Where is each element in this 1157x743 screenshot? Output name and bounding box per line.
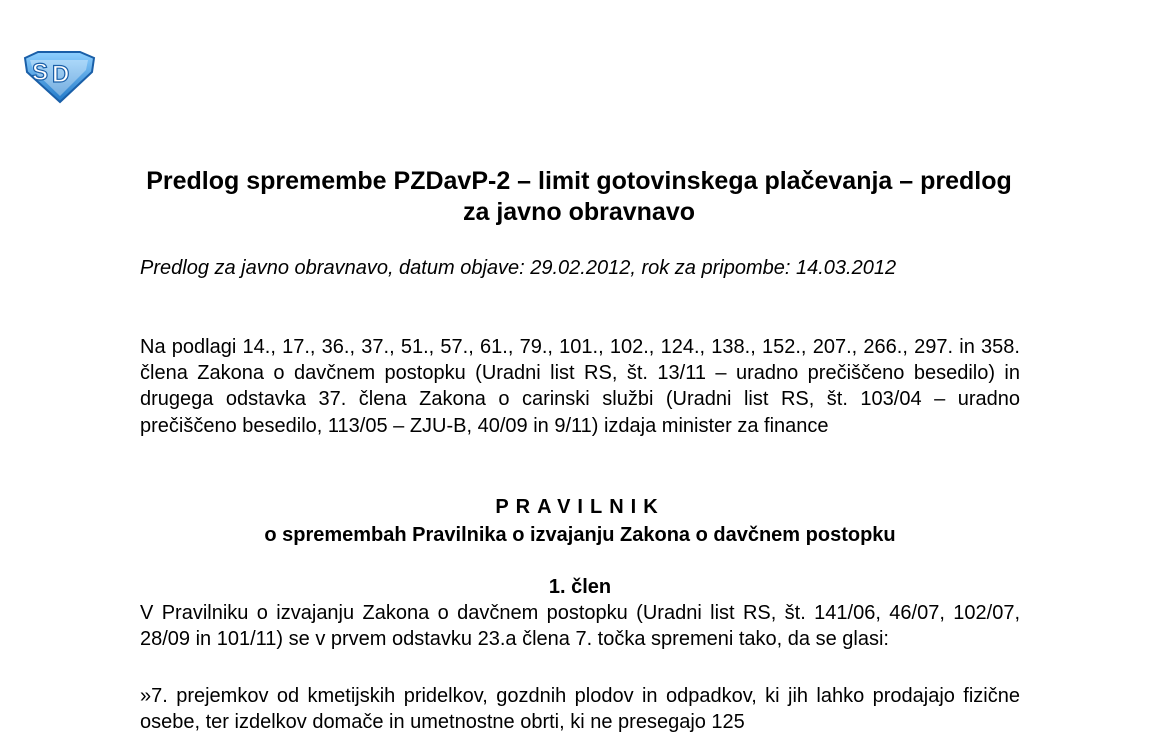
publication-info: Predlog za javno obravnavo, datum objave: 29.02.2012, rok za pripombe: 14.03.2012 <box>140 257 897 279</box>
sd-shield-logo-icon <box>22 50 96 104</box>
svg-text:S: S <box>32 59 49 86</box>
article-heading: 1. člen <box>548 576 612 598</box>
document-title: Predlog spremembe PZDavP-2 – limit gotovinskega plačevanja – predlog za javno obravnavo <box>146 167 1012 226</box>
svg-text:D: D <box>52 61 70 88</box>
article-body: V Pravilniku o izvajanju Zakona o davčnem postopku (Uradni list RS, št. 141/06, 46/07, 102/07, 28/09 in 101/11) se v prvem odstavku 23.a člena 7. točka spremeni tako, da se glasi: <box>140 602 1020 651</box>
amended-point-text: »7. prejemkov od kmetijskih pridelkov, gozdnih plodov in odpadkov, ki jih lahko prodajajo fizične osebe, ter izdelkov domače in umetnostne obrti, ki ne presegajo 125 <box>140 685 1020 734</box>
legal-preamble: Na podlagi 14., 17., 36., 37., 51., 57., 61., 79., 101., 102., 124., 138., 152., 207., 266., 297. in 358. člena Zakona o davčnem postopku (Uradni list RS, št. 13/11 – uradno prečiščeno besedilo) in drugega odstavka 37. člena Zakona o carinski službi (Uradni list RS, št. 103/04 – uradno prečiščeno besedilo, 113/05 – ZJU-B, 40/09 in 9/11) izdaja minister za finance <box>140 336 1020 437</box>
rule-title: PRAVILNIK <box>495 496 665 518</box>
rule-subtitle: o spremembah Pravilnika o izvajanju Zakona o davčnem postopku <box>264 524 896 546</box>
